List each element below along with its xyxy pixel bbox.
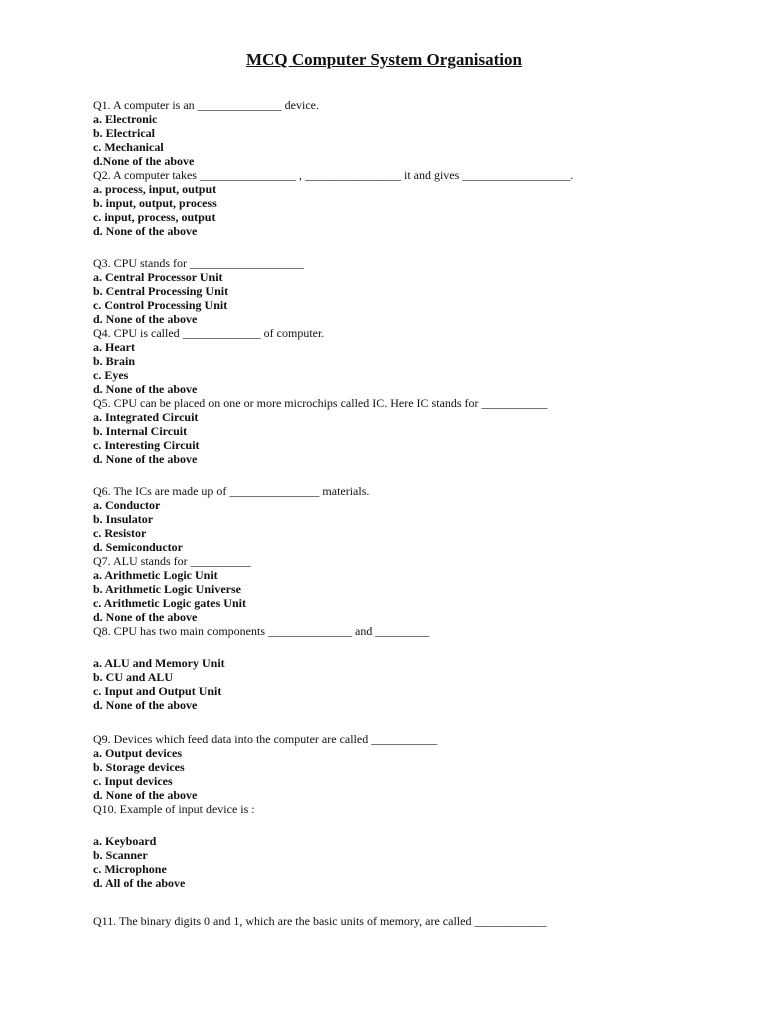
answer-option: c. Mechanical xyxy=(93,140,164,154)
answer-option: b. Arithmetic Logic Universe xyxy=(93,582,241,596)
answer-option: d. None of the above xyxy=(93,382,198,396)
answer-option: a. Electronic xyxy=(93,112,158,126)
answer-option: a. ALU and Memory Unit xyxy=(93,656,225,670)
question-text: Q11. The binary digits 0 and 1, which are the basic units of memory, are called ____________ xyxy=(93,914,547,928)
question-block xyxy=(93,484,733,554)
answer-option: c. input, process, output xyxy=(93,210,216,224)
answer-option: b. Brain xyxy=(93,354,136,368)
question-text: Q8. CPU has two main components ______________ and _________ xyxy=(93,624,430,638)
answer-option: d. None of the above xyxy=(93,610,198,624)
question-text: Q6. The ICs are made up of _______________ materials. xyxy=(93,484,370,498)
question-block xyxy=(93,396,733,466)
answer-option: a. Keyboard xyxy=(93,834,157,848)
answer-option: a. Integrated Circuit xyxy=(93,410,199,424)
answer-option: b. Storage devices xyxy=(93,760,185,774)
question-block xyxy=(93,326,733,396)
answer-option: c. Microphone xyxy=(93,862,167,876)
answer-option: c. Resistor xyxy=(93,526,147,540)
answer-option: d.None of the above xyxy=(93,154,195,168)
answer-option: b. Scanner xyxy=(93,848,148,862)
answer-option: a. Central Processor Unit xyxy=(93,270,223,284)
answer-option: b. input, output, process xyxy=(93,196,217,210)
answer-option: c. Control Processing Unit xyxy=(93,298,228,312)
question-text: Q7. ALU stands for __________ xyxy=(93,554,251,568)
answer-option: a. Arithmetic Logic Unit xyxy=(93,568,218,582)
question-block xyxy=(93,554,733,624)
answer-option: d. None of the above xyxy=(93,224,198,238)
answer-option: c. Arithmetic Logic gates Unit xyxy=(93,596,246,610)
question-text: Q3. CPU stands for ___________________ xyxy=(93,256,305,270)
answer-option: d. None of the above xyxy=(93,698,198,712)
question-block xyxy=(93,624,733,712)
question-text: Q9. Devices which feed data into the computer are called ___________ xyxy=(93,732,438,746)
question-list xyxy=(93,98,733,928)
page-title: MCQ Computer System Organisation xyxy=(246,50,522,69)
answer-option: a. Output devices xyxy=(93,746,183,760)
answer-option: b. Electrical xyxy=(93,126,155,140)
question-text: Q2. A computer takes ________________ , ________________ it and gives __________________. xyxy=(93,168,574,182)
answer-option: d. None of the above xyxy=(93,452,198,466)
answer-option: d. All of the above xyxy=(93,876,186,890)
answer-option: a. Heart xyxy=(93,340,135,354)
question-text: Q10. Example of input device is : xyxy=(93,802,255,816)
answer-option: a. Conductor xyxy=(93,498,161,512)
question-block xyxy=(93,732,733,802)
question-text: Q5. CPU can be placed on one or more microchips called IC. Here IC stands for ___________ xyxy=(93,396,548,410)
question-block xyxy=(93,256,733,326)
answer-option: c. Input devices xyxy=(93,774,173,788)
question-block xyxy=(93,802,733,890)
question-block xyxy=(93,914,733,928)
question-text: Q1. A computer is an ______________ device. xyxy=(93,98,319,112)
answer-option: d. Semiconductor xyxy=(93,540,183,554)
answer-option: b. Insulator xyxy=(93,512,154,526)
answer-option: c. Interesting Circuit xyxy=(93,438,200,452)
answer-option: c. Eyes xyxy=(93,368,129,382)
answer-option: c. Input and Output Unit xyxy=(93,684,222,698)
answer-option: a. process, input, output xyxy=(93,182,217,196)
answer-option: d. None of the above xyxy=(93,788,198,802)
question-block xyxy=(93,98,733,168)
answer-option: b. Central Processing Unit xyxy=(93,284,229,298)
answer-option: d. None of the above xyxy=(93,312,198,326)
answer-option: b. Internal Circuit xyxy=(93,424,188,438)
question-text: Q4. CPU is called _____________ of computer. xyxy=(93,326,325,340)
question-block xyxy=(93,168,733,238)
answer-option: b. CU and ALU xyxy=(93,670,174,684)
